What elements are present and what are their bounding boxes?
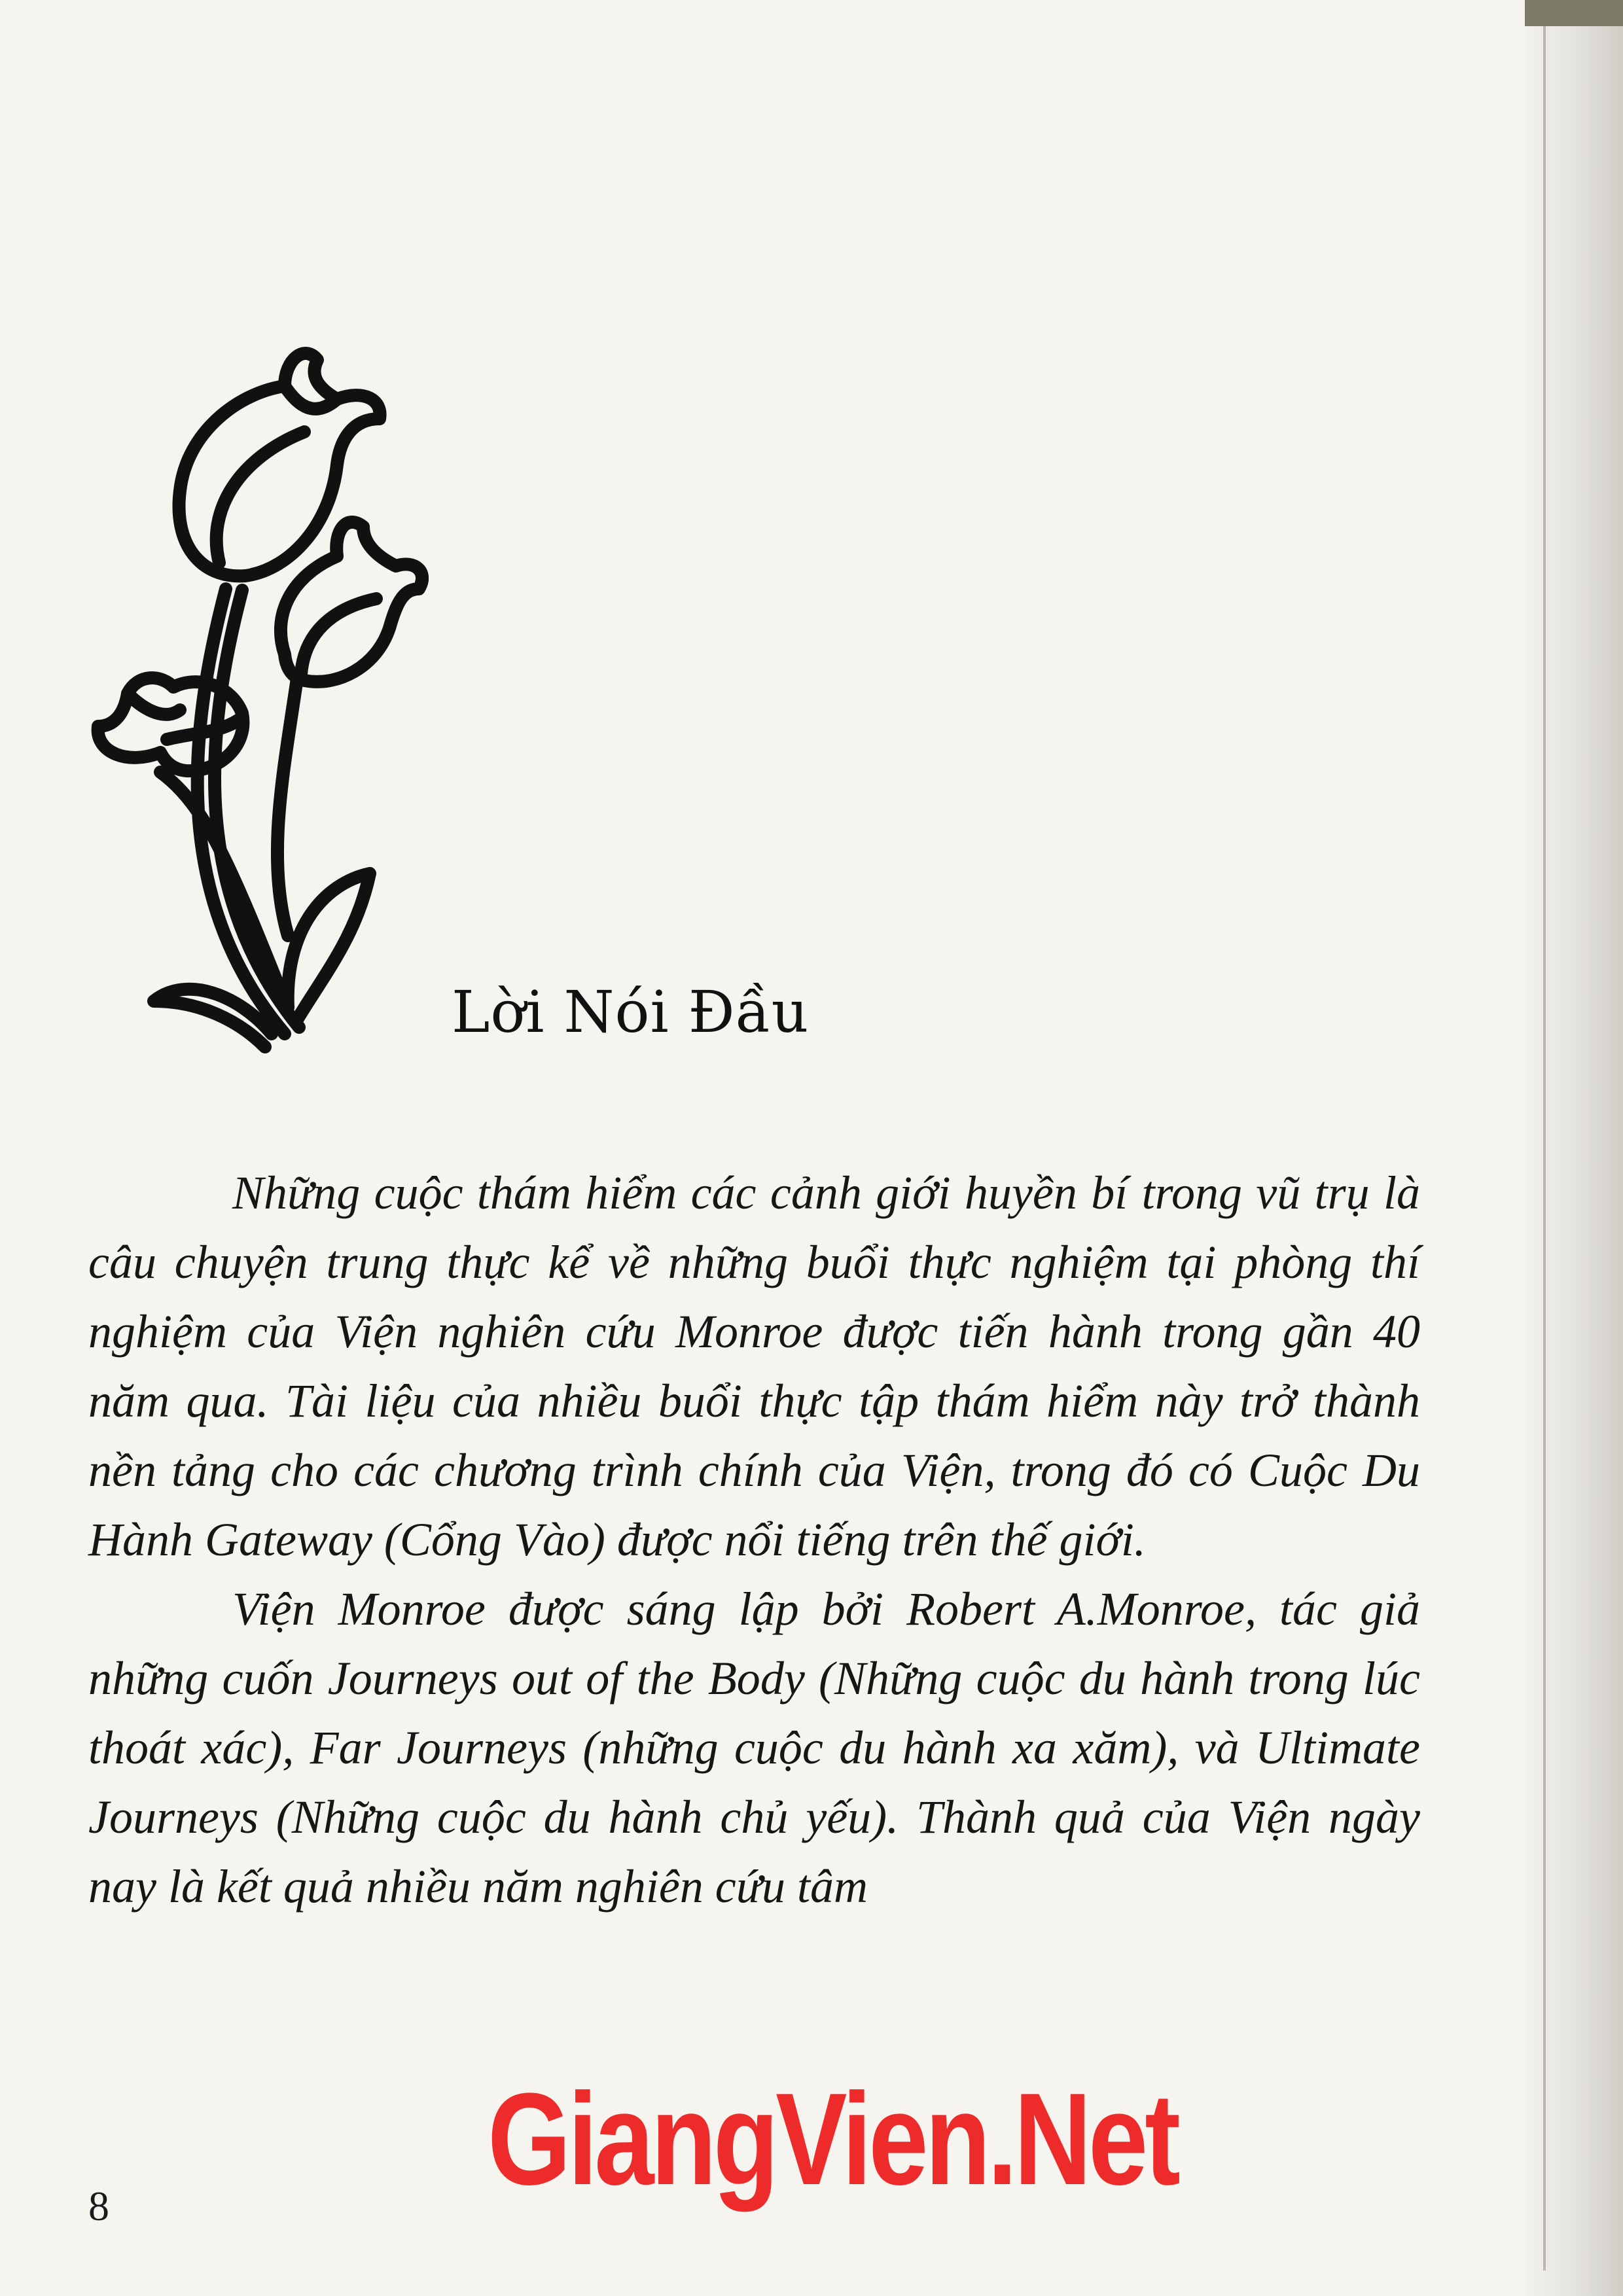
page-number: 8 xyxy=(88,2183,109,2229)
paragraph: Viện Monroe được sáng lập bởi Robert A.Monroe, tác giả những cuốn Journeys out of the Body (Những cuộc du hành trong lúc thoát xác), Far Journeys (những cuộc du hành xa xăm), và Ultimate Journeys (Những cuộc du hành chủ yếu). Thành quả của Viện ngày nay là kết quả nhiều năm nghiên cứu tâm xyxy=(88,1583,1420,1913)
chapter-title: Lời Nói Đầu xyxy=(452,978,810,1046)
book-top-edge xyxy=(1525,0,1623,26)
paragraph: Những cuộc thám hiểm các cảnh giới huyền bí trong vũ trụ là câu chuyện trung thực kể về những buổi thực nghiệm tại phòng thí nghiệm của Viện nghiên cứu Monroe được tiến hành trong gần 40 năm qua. Tài liệu của nhiều buổi thực tập thám hiểm này trở thành nền tảng cho các chương trình chính của Viện, trong đó có Cuộc Du Hành Gateway (Cổng Vào) được nổi tiếng trên thế giới. xyxy=(88,1167,1420,1566)
page-edge-line xyxy=(1543,26,1546,2270)
watermark: GiangVien.Net xyxy=(488,2066,1177,2212)
body-text xyxy=(88,1158,1420,1921)
tulip-flower-icon xyxy=(88,347,429,1053)
page-edge xyxy=(1525,0,1623,2296)
